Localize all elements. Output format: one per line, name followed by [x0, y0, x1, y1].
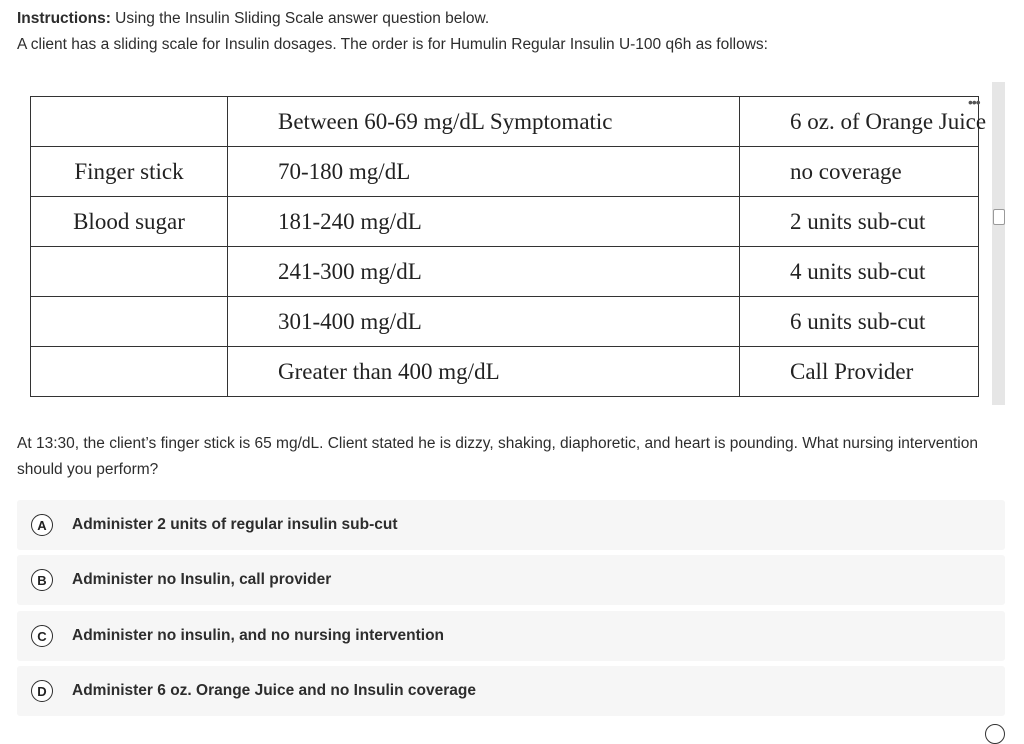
answer-option-a[interactable]: [17, 500, 1005, 550]
more-dots-icon[interactable]: •••: [968, 94, 980, 110]
table-cell: 6 oz. of Orange Juice: [740, 97, 979, 147]
option-b-letter-badge: B: [31, 569, 53, 591]
table-cell: 2 units sub-cut: [740, 197, 979, 247]
table-cell: 6 units sub-cut: [740, 297, 979, 347]
option-d-label: Administer 6 oz. Orange Juice and no Insulin coverage: [72, 682, 476, 699]
table-cell: Call Provider: [740, 347, 979, 397]
instructions-block: [17, 6, 768, 58]
table-cell: Greater than 400 mg/dL: [228, 347, 740, 397]
image-scrollbar[interactable]: [992, 82, 1005, 405]
instructions-text: Using the Insulin Sliding Scale answer question below.: [110, 10, 490, 27]
partial-circle-icon: [985, 724, 1005, 744]
table-cell: 181-240 mg/dL: [228, 197, 740, 247]
scrollbar-handle[interactable]: [993, 209, 1005, 225]
table-cell: 241-300 mg/dL: [228, 247, 740, 297]
sliding-scale-image: [30, 96, 987, 391]
table-row: [31, 347, 979, 397]
answer-option-b[interactable]: [17, 555, 1005, 605]
option-c-label: Administer no insulin, and no nursing intervention: [72, 627, 445, 644]
table-row: [31, 297, 979, 347]
table-row: [31, 197, 979, 247]
instructions-label: Instructions:: [17, 10, 111, 27]
sliding-scale-table: [30, 96, 987, 397]
answer-option-c[interactable]: [17, 611, 1005, 661]
table-row: [31, 147, 979, 197]
order-text: A client has a sliding scale for Insulin dosages. The order is for Humulin Regular Insulin U-100 q6h as follows:: [17, 36, 768, 53]
option-b-label: Administer no Insulin, call provider: [72, 571, 332, 588]
question-text: At 13:30, the client’s finger stick is 65 mg/dL. Client stated he is dizzy, shaking, diaphoretic, and heart is pounding. What nursing intervention should you perform?: [17, 435, 978, 478]
table-cell: [31, 247, 228, 297]
answer-option-d[interactable]: [17, 666, 1005, 716]
table-cell: 4 units sub-cut: [740, 247, 979, 297]
table-cell: Blood sugar: [31, 197, 228, 247]
table-cell: [31, 297, 228, 347]
table-cell: Finger stick: [31, 147, 228, 197]
option-a-label: Administer 2 units of regular insulin sub-cut: [72, 516, 398, 533]
option-d-letter-badge: D: [31, 680, 53, 702]
table-cell: [31, 347, 228, 397]
table-cell: no coverage: [740, 147, 979, 197]
option-a-letter-badge: A: [31, 514, 53, 536]
table-cell: [31, 97, 228, 147]
table-cell: 301-400 mg/dL: [228, 297, 740, 347]
table-cell: Between 60-69 mg/dL Symptomatic: [228, 97, 740, 147]
table-cell: 70-180 mg/dL: [228, 147, 740, 197]
table-row: [31, 97, 979, 147]
table-row: [31, 247, 979, 297]
option-c-letter-badge: C: [31, 625, 53, 647]
instructions-line-1: [17, 6, 768, 32]
